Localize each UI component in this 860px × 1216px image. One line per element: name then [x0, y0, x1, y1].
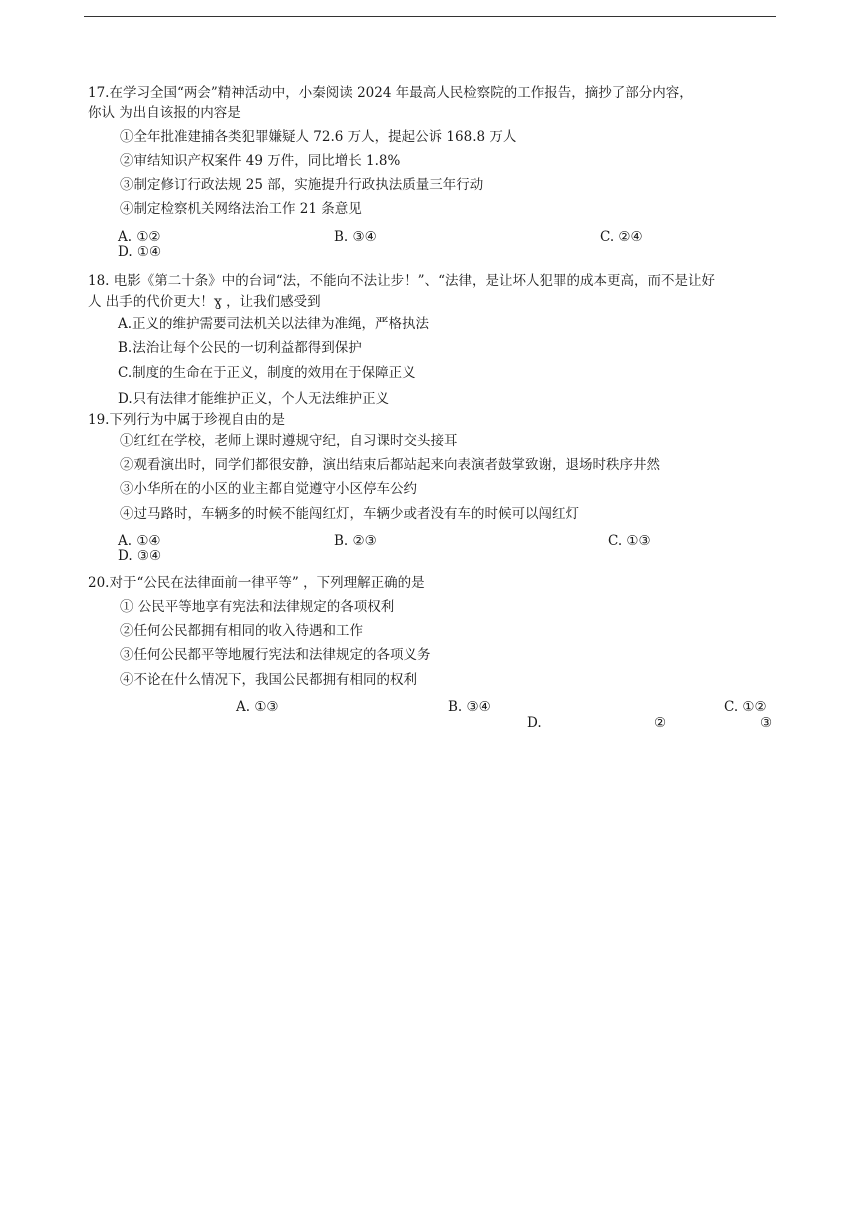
q18-option-d: D.只有法律才能维护正义，个人无法维护正义: [118, 391, 390, 407]
q20-item-2: ②任何公民都拥有相同的收入待遇和工作: [120, 623, 363, 639]
q17-option-c: C. ②④: [600, 229, 643, 245]
q19-item-3: ③小华所在的小区的业主都自觉遵守小区停车公约: [120, 481, 417, 497]
q17-option-b: B. ③④: [334, 229, 377, 245]
q17-option-d: D. ①④: [118, 244, 162, 260]
header-rule: [84, 16, 776, 17]
q17-stem-line-1: 17.在学习全国“两会”精神活动中，小秦阅读 2024 年最高人民检察院的工作报告，摘抄了部分内容，: [88, 85, 693, 101]
q17-item-1: ①全年批准建捕各类犯罪嫌疑人 72.6 万人，提起公诉 168.8 万人: [120, 129, 517, 145]
q17-stem-line-2: 你认 为出自该报的内容是: [88, 105, 241, 121]
q20-option-a: A. ①③: [236, 699, 279, 715]
q19-option-c: C. ①③: [608, 533, 651, 549]
q20-item-3: ③任何公民都平等地履行宪法和法律规定的各项义务: [120, 647, 431, 663]
q19-item-1: ①红红在学校，老师上课时遵规守纪，自习课时交头接耳: [120, 433, 458, 449]
q17-item-4: ④制定检察机关网络法治工作 21 条意见: [120, 201, 362, 217]
q20-item-4: ④不论在什么情况下，我国公民都拥有相同的权利: [120, 672, 417, 688]
q20-item-1: ① 公民平等地享有宪法和法律规定的各项权利: [120, 599, 395, 615]
q19-item-2: ②观看演出时，同学们都很安静，演出结束后都站起来向表演者鼓掌致谢，退场时秩序井然: [120, 457, 660, 473]
q18-option-b: B.法治让每个公民的一切利益都得到保护: [118, 340, 362, 356]
q19-stem: 19.下列行为中属于珍视自由的是: [88, 412, 285, 428]
q18-stem-line-2: 人 出手的代价更大！ɣ ，让我们感受到: [88, 294, 321, 310]
q20-option-d: D.: [527, 715, 542, 731]
q18-stem-line-1: 18. 电影《第二十条》中的台词“法，不能向不法让步！”、“法律，是让坏人犯罪的成本更高，而不是让好: [88, 273, 715, 289]
q19-item-4: ④过马路时，车辆多的时候不能闯红灯，车辆少或者没有车的时候可以闯红灯: [120, 506, 579, 522]
q20-option-b: B. ③④: [448, 699, 491, 715]
q20-option-d-mark-2: ③: [760, 715, 773, 731]
q17-item-3: ③制定修订行政法规 25 部，实施提升行政执法质量三年行动: [120, 177, 484, 193]
q18-option-a: A.正义的维护需要司法机关以法律为准绳，严格执法: [118, 316, 430, 332]
q18-option-c: C.制度的生命在于正义，制度的效用在于保障正义: [118, 365, 416, 381]
q20-stem: 20.对于“公民在法律面前一律平等” ，下列理解正确的是: [88, 575, 425, 591]
q20-option-d-mark-1: ②: [654, 715, 667, 731]
q19-option-a: A. ①④: [118, 533, 161, 549]
q17-item-2: ②审结知识产权案件 49 万件，同比增长 1.8%: [120, 153, 401, 169]
q19-option-d: D. ③④: [118, 548, 162, 564]
q20-option-c: C. ①②: [724, 699, 767, 715]
q17-option-a: A. ①②: [118, 229, 161, 245]
q19-option-b: B. ②③: [334, 533, 377, 549]
